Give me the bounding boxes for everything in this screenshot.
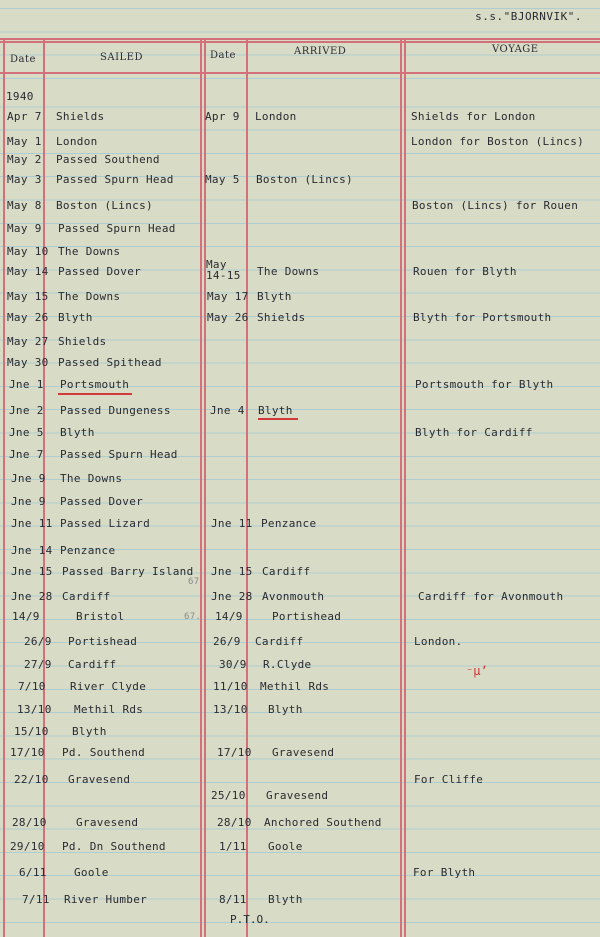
arrived-date: Jne 28 [211, 590, 253, 603]
margin-number-2: 67. [184, 612, 202, 622]
voyage: Blyth for Portsmouth [413, 311, 552, 324]
sailed-date: May 10 [7, 245, 49, 258]
arrived-place: Anchored Southend [264, 816, 382, 829]
year-label: 1940 [6, 90, 34, 103]
sailed-place: Passed Spurn Head [56, 173, 174, 186]
sailed-date: 28/10 [12, 816, 47, 829]
arrived-place: Boston (Lincs) [256, 173, 353, 186]
arrived-place: Avonmouth [262, 590, 325, 603]
sailed-date: 29/10 [10, 840, 45, 853]
voyage: Rouen for Blyth [413, 265, 517, 278]
underline-blyth [258, 418, 298, 420]
arrived-date: 30/9 [219, 658, 247, 671]
arrived-place: Blyth [268, 703, 303, 716]
column-rule-arrived [400, 38, 402, 937]
arrived-date: 13/10 [213, 703, 248, 716]
header-top-rule-2 [0, 41, 600, 43]
sailed-date: Jne 11 [11, 517, 53, 530]
sailed-date: Jne 2 [9, 404, 44, 417]
sailed-place: Cardiff [68, 658, 117, 671]
sailed-place: The Downs [58, 290, 121, 303]
arrived-date: May 26 [207, 311, 249, 324]
voyage: London for Boston (Lincs) [411, 135, 585, 148]
sailed-date: 13/10 [17, 703, 52, 716]
voyage: For Blyth [413, 866, 476, 879]
column-rule-arrived-2 [404, 38, 406, 937]
arrived-date: 25/10 [211, 789, 246, 802]
voyage: Boston (Lincs) for Rouen [412, 199, 579, 212]
arrived-date: Jne 11 [211, 517, 253, 530]
arrived-date: 26/9 [213, 635, 241, 648]
sailed-date: May 26 [7, 311, 49, 324]
sailed-place: Portishead [68, 635, 138, 648]
sailed-place: Gravesend [68, 773, 131, 786]
arrived-place: London [255, 110, 297, 123]
sailed-place: Portsmouth [60, 378, 130, 391]
sailed-place: Pd. Dn Southend [62, 840, 166, 853]
column-rule-sailed [200, 38, 202, 937]
sailed-place: Passed Spurn Head [60, 448, 178, 461]
sailed-date: Jne 28 [11, 590, 53, 603]
ship-name: s.s."BJORNVIK". [475, 10, 582, 23]
arrived-date: May 5 [205, 173, 240, 186]
header-sailed-date: Date [10, 54, 36, 65]
sailed-place: Passed Spurn Head [58, 222, 176, 235]
header-bottom-rule [0, 72, 600, 74]
sailed-date: 7/10 [18, 680, 46, 693]
sailed-place: Bristol [76, 610, 125, 623]
header-arrived-date: Date [210, 50, 236, 61]
margin-number: 67 [188, 577, 200, 587]
arrived-date: May 14-15 [206, 258, 241, 282]
red-annotation-mark: ⁻μ’ [466, 664, 488, 678]
sailed-place: The Downs [58, 245, 121, 258]
arrived-date: Apr 9 [205, 110, 240, 123]
sailed-place: Methil Rds [74, 703, 144, 716]
underline-portsmouth [58, 393, 132, 395]
sailed-place: London [56, 135, 98, 148]
sailed-place: Passed Spithead [58, 356, 162, 369]
arrived-date: Jne 15 [211, 565, 253, 578]
sailed-place: River Humber [64, 893, 148, 906]
arrived-place: Goole [268, 840, 303, 853]
arrived-date: May 17 [207, 290, 249, 303]
sailed-place: Penzance [60, 544, 116, 557]
arrived-date: Jne 4 [210, 404, 245, 417]
sailed-date: 26/9 [24, 635, 52, 648]
sailed-place: Shields [56, 110, 105, 123]
sailed-place: Goole [74, 866, 109, 879]
voyage: London. [414, 635, 463, 648]
arrived-place: Portishead [272, 610, 342, 623]
sailed-date: Jne 1 [9, 378, 44, 391]
sailed-place: Cardiff [62, 590, 111, 603]
voyage: Shields for London [411, 110, 536, 123]
arrived-place: Cardiff [262, 565, 311, 578]
sailed-date: May 3 [7, 173, 42, 186]
sailed-place: Passed Dungeness [60, 404, 171, 417]
sailed-place: Blyth [72, 725, 107, 738]
pto-note: P.T.O. [230, 913, 270, 926]
sailed-date: May 2 [7, 153, 42, 166]
sailed-date: 14/9 [12, 610, 40, 623]
sailed-date: Jne 15 [11, 565, 53, 578]
sailed-date: 22/10 [14, 773, 49, 786]
arrived-place: Gravesend [266, 789, 329, 802]
sailed-place: Passed Dover [58, 265, 142, 278]
sailed-place: Pd. Southend [62, 746, 146, 759]
sailed-date: May 14 [7, 265, 49, 278]
arrived-place: The Downs [257, 265, 320, 278]
arrived-date: 28/10 [217, 816, 252, 829]
sailed-place: Shields [58, 335, 107, 348]
sailed-place: Gravesend [76, 816, 139, 829]
arrived-date: 8/11 [219, 893, 247, 906]
arrived-date: 1/11 [219, 840, 247, 853]
arrived-date: 14/9 [215, 610, 243, 623]
arrived-place: Cardiff [255, 635, 304, 648]
arrived-place: Methil Rds [260, 680, 330, 693]
arrived-date: 11/10 [213, 680, 248, 693]
sailed-date: 17/10 [10, 746, 45, 759]
voyage: Blyth for Cardiff [415, 426, 533, 439]
header-sailed: SAILED [100, 52, 143, 63]
sailed-date: Jne 5 [9, 426, 44, 439]
sailed-date: May 27 [7, 335, 49, 348]
sailed-place: River Clyde [70, 680, 147, 693]
voyage: Portsmouth for Blyth [415, 378, 554, 391]
sailed-date: May 9 [7, 222, 42, 235]
sailed-place: Passed Southend [56, 153, 160, 166]
sailed-date: Jne 7 [9, 448, 44, 461]
sailed-date: May 1 [7, 135, 42, 148]
column-rule-left [3, 38, 5, 937]
arrived-place: Blyth [258, 404, 293, 417]
sailed-date: May 30 [7, 356, 49, 369]
voyage: For Cliffe [414, 773, 484, 786]
header-top-rule [0, 38, 600, 40]
arrived-place: Penzance [261, 517, 317, 530]
voyage: Cardiff for Avonmouth [418, 590, 564, 603]
sailed-place: The Downs [60, 472, 123, 485]
header-arrived: ARRIVED [294, 46, 347, 57]
sailed-date: Apr 7 [7, 110, 42, 123]
arrived-date: 17/10 [217, 746, 252, 759]
sailed-date: May 15 [7, 290, 49, 303]
sailed-place: Passed Barry Island [62, 565, 194, 578]
column-rule-arrived-date [246, 38, 248, 937]
sailed-place: Boston (Lincs) [56, 199, 153, 212]
sailed-place: Blyth [60, 426, 95, 439]
arrived-place: Shields [257, 311, 306, 324]
sailed-date: 15/10 [14, 725, 49, 738]
sailed-date: 27/9 [24, 658, 52, 671]
sailed-date: 6/11 [19, 866, 47, 879]
sailed-place: Blyth [58, 311, 93, 324]
column-rule-date [43, 38, 45, 937]
arrived-place: R.Clyde [263, 658, 312, 671]
arrived-place: Gravesend [272, 746, 335, 759]
sailed-date: May 8 [7, 199, 42, 212]
arrived-place: Blyth [257, 290, 292, 303]
sailed-place: Passed Lizard [60, 517, 150, 530]
header-voyage: VOYAGE [492, 44, 539, 55]
sailed-date: Jne 9 [11, 495, 46, 508]
sailed-date: Jne 14 [11, 544, 53, 557]
sailed-date: Jne 9 [11, 472, 46, 485]
arrived-place: Blyth [268, 893, 303, 906]
sailed-date: 7/11 [22, 893, 50, 906]
sailed-place: Passed Dover [60, 495, 144, 508]
